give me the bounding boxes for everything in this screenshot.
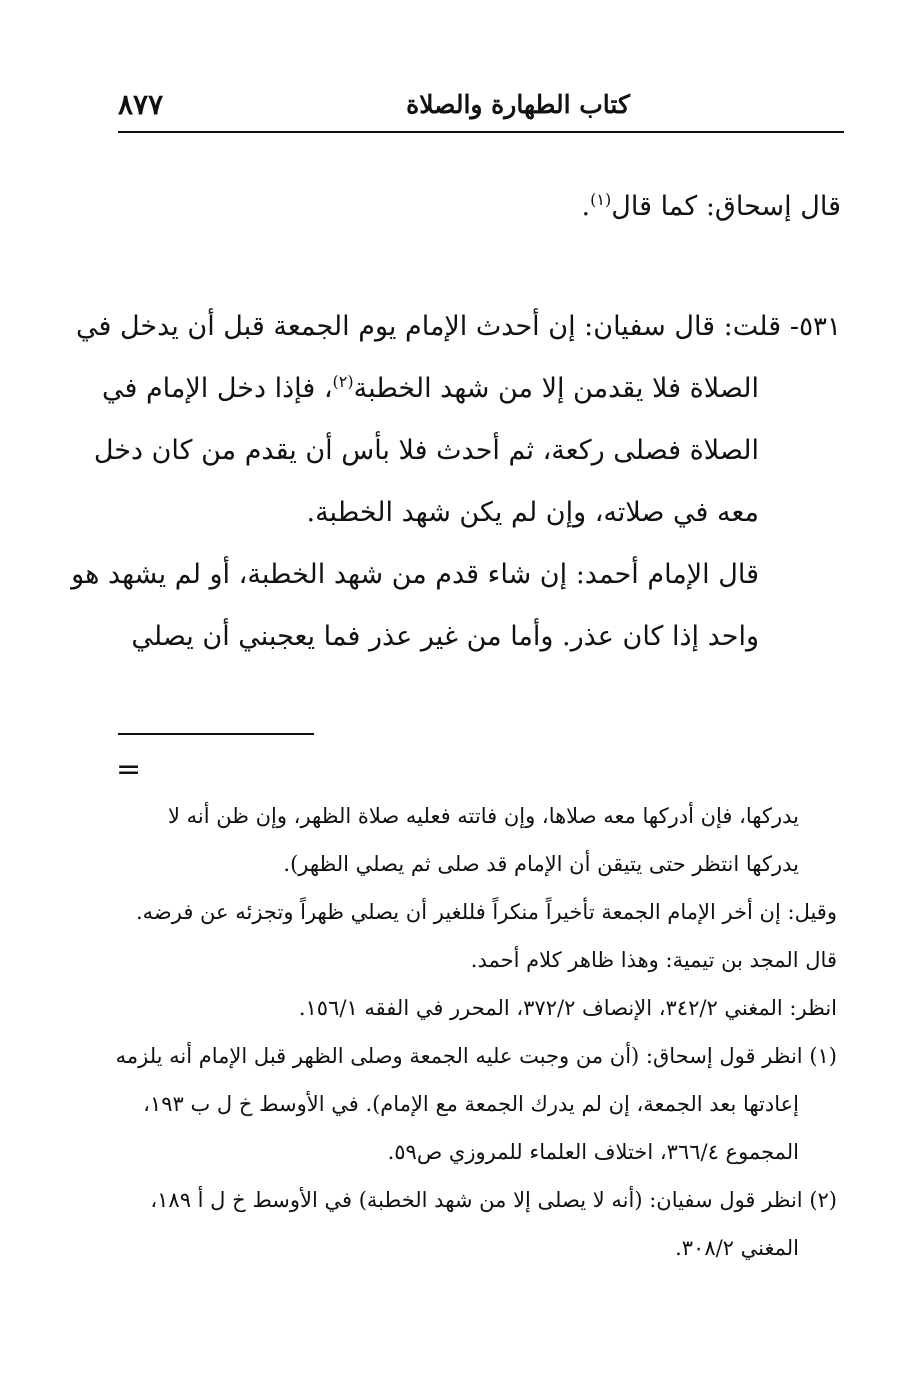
issue-line-1 bbox=[75, 296, 841, 358]
footnote-ref-1: (١) bbox=[590, 190, 612, 209]
footnote-1-line: (١) انظر قول إسحاق: (أن من وجبت عليه الجمعة وصلى الظهر قبل الإمام أنه يلزمه bbox=[115, 1044, 837, 1068]
issue-line-1-text: قلت: قال سفيان: إن أحدث الإمام يوم الجمعة قبل أن يدخل في bbox=[75, 311, 782, 342]
ishaq-statement bbox=[121, 176, 841, 238]
footnote-rule bbox=[118, 733, 314, 735]
footnote-2-line: المغني ٣٠٨/٢. bbox=[675, 1236, 799, 1260]
footnote-cont-line: انظر: المغني ٣٤٢/٢، الإنصاف ٣٧٢/٢، المحرر في الفقه ١٥٦/١. bbox=[298, 996, 837, 1020]
footnotes bbox=[115, 792, 837, 1272]
main-text bbox=[71, 176, 841, 668]
footnote-cont-line: يدركها انتظر حتى يتيقن أن الإمام قد صلى ثم يصلي الظهر). bbox=[283, 852, 799, 876]
page-header bbox=[118, 86, 844, 130]
footnote-cont-line: قال المجد بن تيمية: وهذا ظاهر كلام أحمد. bbox=[470, 948, 837, 972]
book-title: كتاب الطهارة والصلاة bbox=[406, 90, 630, 119]
ahmad-line-1: قال الإمام أحمد: إن شاء قدم من شهد الخطبة، أو لم يشهد هو bbox=[71, 559, 759, 590]
ahmad-line-2: واحد إذا كان عذر. وأما من غير عذر فما يعجبني أن يصلي bbox=[131, 621, 759, 652]
page-number: ٨٧٧ bbox=[118, 88, 164, 121]
issue-line-2a: الصلاة فلا يقدمن إلا من شهد الخطبة bbox=[353, 373, 759, 404]
footnote-1-line: إعادتها بعد الجمعة، إن لم يدرك الجمعة مع الإمام). في الأوسط خ ل ب ١٩٣، bbox=[143, 1092, 799, 1116]
ishaq-text: قال إسحاق: كما قال bbox=[611, 191, 841, 222]
header-rule bbox=[118, 131, 844, 133]
paragraph-gap bbox=[121, 238, 841, 296]
footnote-1-line: المجموع ٣٦٦/٤، اختلاف العلماء للمروزي ص٥٩. bbox=[387, 1140, 799, 1164]
issue-line-4: معه في صلاته، وإن لم يكن شهد الخطبة. bbox=[306, 497, 759, 528]
ishaq-end: . bbox=[581, 191, 591, 222]
issue-number: ٥٣١- bbox=[789, 312, 841, 342]
issue-line-2 bbox=[101, 358, 841, 420]
footnote-cont-line: وقيل: إن أخر الإمام الجمعة تأخيراً منكراً فللغير أن يصلي ظهراً وتجزئه عن فرضه. bbox=[135, 900, 837, 924]
issue-line-2b: ، فإذا دخل الإمام في bbox=[101, 373, 333, 404]
continuation-mark: = bbox=[116, 752, 142, 787]
footnote-2-line: (٢) انظر قول سفيان: (أنه لا يصلى إلا من شهد الخطبة) في الأوسط خ ل أ ١٨٩، bbox=[150, 1188, 837, 1212]
issue-line-3: الصلاة فصلى ركعة، ثم أحدث فلا بأس أن يقدم من كان دخل bbox=[93, 435, 759, 466]
footnote-cont-line: يدركها، فإن أدركها معه صلاها، وإن فاتته فعليه صلاة الظهر، وإن ظن أنه لا bbox=[167, 804, 799, 828]
footnote-ref-2: (٢) bbox=[332, 372, 354, 391]
